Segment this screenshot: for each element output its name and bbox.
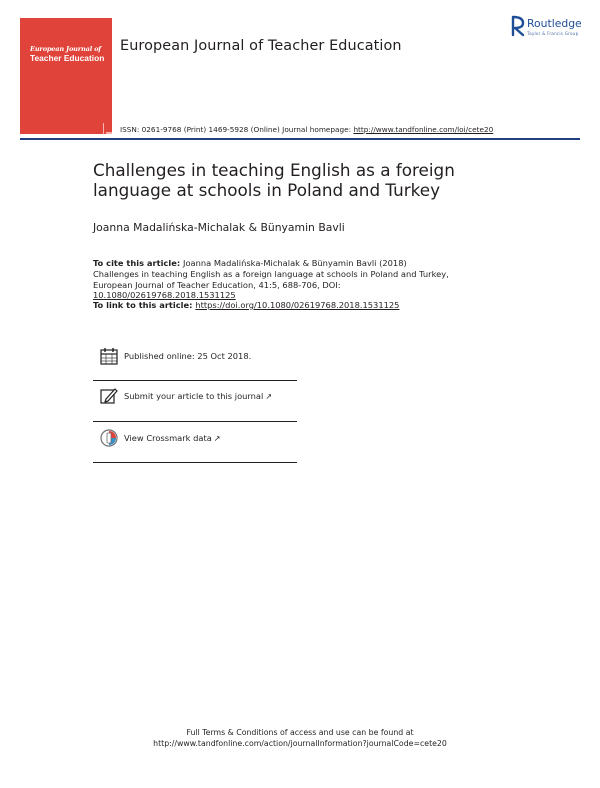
- submit-article-row[interactable]: [93, 387, 297, 420]
- publisher-name: Routledge: [527, 17, 582, 30]
- routledge-r-icon: [511, 15, 525, 37]
- info-divider: [93, 380, 297, 381]
- doi-link[interactable]: 10.1080/02619768.2018.1531125: [93, 290, 236, 301]
- calendar-icon: [100, 347, 118, 365]
- cover-decoration: [103, 123, 104, 134]
- article-authors: Joanna Madalińska-Michalak & Bünyamin Bavli: [93, 221, 345, 234]
- external-link-icon: ↗: [213, 434, 221, 443]
- crossmark-text[interactable]: View Crossmark data: [124, 433, 212, 443]
- publisher-tagline: Taylor & Francis Group: [527, 31, 579, 36]
- crossmark-row[interactable]: [93, 429, 297, 462]
- header-divider: [20, 138, 580, 140]
- cover-title-line2: Teacher Education: [30, 53, 105, 63]
- issn-line: [120, 125, 493, 134]
- terms-footer: [0, 727, 600, 749]
- info-divider: [93, 462, 297, 463]
- article-link-line: [93, 300, 399, 310]
- journal-homepage-link[interactable]: http://www.tandfonline.com/loi/cete20: [353, 125, 494, 134]
- cover-title-line1: European Journal of: [30, 45, 101, 53]
- publisher-logo: [511, 15, 591, 45]
- issn-text: ISSN: 0261-9768 (Print) 1469-5928 (Online) Journal homepage:: [120, 125, 354, 134]
- article-link-label: To link to this article:: [93, 300, 196, 310]
- cover-logo-mark: [106, 132, 112, 134]
- edit-icon: [100, 387, 118, 405]
- published-online-row: [93, 347, 297, 380]
- terms-text: Full Terms & Conditions of access and use can be found at: [186, 728, 414, 737]
- journal-title: European Journal of Teacher Education: [120, 38, 402, 54]
- submit-article-text[interactable]: Submit your article to this journal: [124, 391, 264, 401]
- crossmark-link[interactable]: [124, 433, 220, 443]
- published-online-text: Published online: 25 Oct 2018.: [124, 351, 252, 361]
- journal-cover-image: [20, 18, 112, 134]
- citation-label: To cite this article:: [93, 258, 184, 268]
- submit-article-link[interactable]: [124, 391, 272, 401]
- citation-text: Joanna Madalińska-Michalak & Bünyamin Bavli (2018) Challenges in teaching English as a foreign language at schools in Poland and Turkey, European Journal of Teacher Education, 41:5, 688-706, DOI:: [93, 258, 449, 290]
- info-divider: [93, 421, 297, 422]
- citation-block: [93, 258, 453, 301]
- article-title: Challenges in teaching English as a foreign language at schools in Poland and Turkey: [93, 160, 455, 200]
- external-link-icon: ↗: [265, 392, 273, 401]
- crossmark-icon: [100, 429, 118, 447]
- terms-url[interactable]: http://www.tandfonline.com/action/journalInformation?journalCode=cete20: [153, 739, 447, 749]
- article-doi-url[interactable]: https://doi.org/10.1080/02619768.2018.1531125: [195, 300, 400, 310]
